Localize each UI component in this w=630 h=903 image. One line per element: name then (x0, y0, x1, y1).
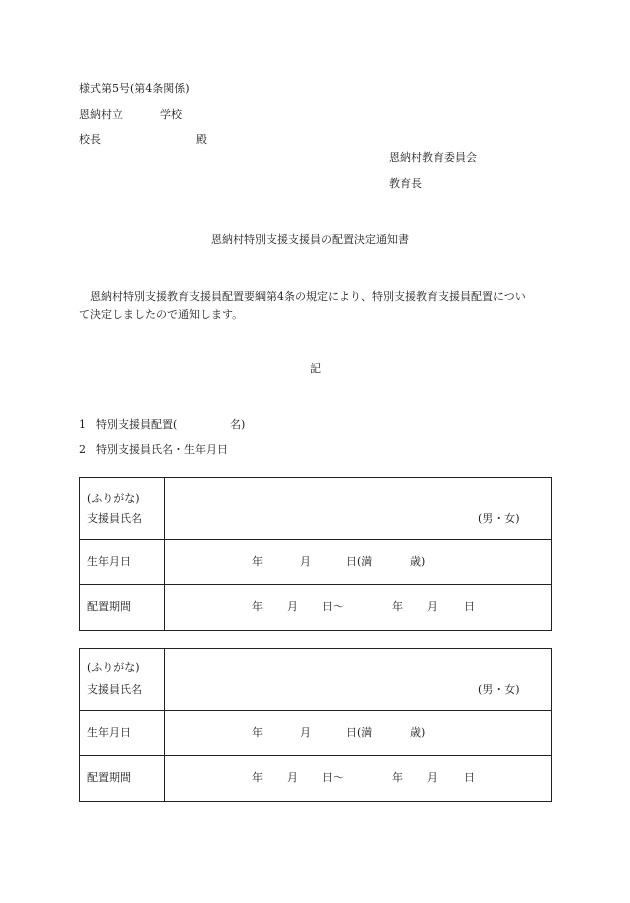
period-end-year: 年 (392, 600, 403, 613)
birth-row (80, 711, 551, 756)
birth-year: 年 (252, 726, 263, 739)
name-label-cell (80, 649, 165, 710)
birth-day-age: 日(満 (346, 555, 373, 568)
period-row (80, 585, 551, 630)
name-row (80, 649, 551, 711)
name-label: 支援員氏名 (87, 512, 142, 525)
period-end-year: 年 (392, 771, 403, 784)
period-start-month: 月 (287, 771, 298, 784)
period-end-day: 日 (464, 771, 475, 784)
item-2-label: 特別支援員氏名・生年月日 (96, 443, 228, 456)
birth-month: 月 (300, 726, 311, 739)
school-suffix: 学校 (160, 108, 182, 121)
birth-label-cell (80, 540, 165, 584)
name-label: 支援員氏名 (87, 683, 142, 696)
period-start-day: 日～ (322, 771, 344, 784)
furigana-label: (ふりがな) (87, 661, 140, 674)
sender-title: 教育長 (389, 177, 422, 190)
item-2-number: 2 (79, 443, 86, 456)
school-village: 恩納村立 (79, 108, 123, 121)
gender-options: (男・女) (478, 683, 520, 696)
birth-label: 生年月日 (87, 726, 131, 739)
gender-options: (男・女) (478, 512, 520, 525)
furigana-label: (ふりがな) (87, 492, 140, 505)
birth-day-age: 日(満 (346, 726, 373, 739)
period-end-month: 月 (427, 771, 438, 784)
item-1-label: 特別支援員配置( (96, 418, 178, 431)
period-label-cell (80, 756, 165, 801)
birth-month: 月 (300, 555, 311, 568)
name-row (80, 478, 551, 540)
ki-marker: 記 (310, 362, 321, 375)
birth-label: 生年月日 (87, 555, 131, 568)
age-unit: 歳) (410, 726, 426, 739)
period-end-month: 月 (427, 600, 438, 613)
period-row (80, 756, 551, 801)
body-line-1: 恩納村特別支援教育支援員配置要綱第4条の規定により、特別支援教育支援員配置につい (90, 290, 526, 303)
item-1-number: 1 (79, 418, 86, 431)
period-end-day: 日 (464, 600, 475, 613)
age-unit: 歳) (410, 555, 426, 568)
principal-label: 校長 (79, 133, 101, 146)
name-label-cell (80, 478, 165, 539)
honorific: 殿 (196, 133, 207, 146)
period-label: 配置期間 (87, 600, 131, 613)
period-start-month: 月 (287, 600, 298, 613)
period-start-day: 日～ (322, 600, 344, 613)
supporter-table-1 (79, 477, 552, 631)
body-line-2: て決定しましたので通知します。 (79, 308, 244, 321)
birth-year: 年 (252, 555, 263, 568)
document-title: 恩納村特別支援支援員の配置決定通知書 (211, 233, 409, 246)
birth-label-cell (80, 711, 165, 755)
form-number: 様式第5号(第4条関係) (79, 82, 190, 95)
period-start-year: 年 (252, 600, 263, 613)
item-1-unit: 名) (230, 418, 246, 431)
period-label: 配置期間 (87, 771, 131, 784)
sender-org: 恩納村教育委員会 (389, 151, 477, 164)
period-start-year: 年 (252, 771, 263, 784)
birth-row (80, 540, 551, 585)
supporter-table-2 (79, 648, 552, 802)
period-label-cell (80, 585, 165, 630)
